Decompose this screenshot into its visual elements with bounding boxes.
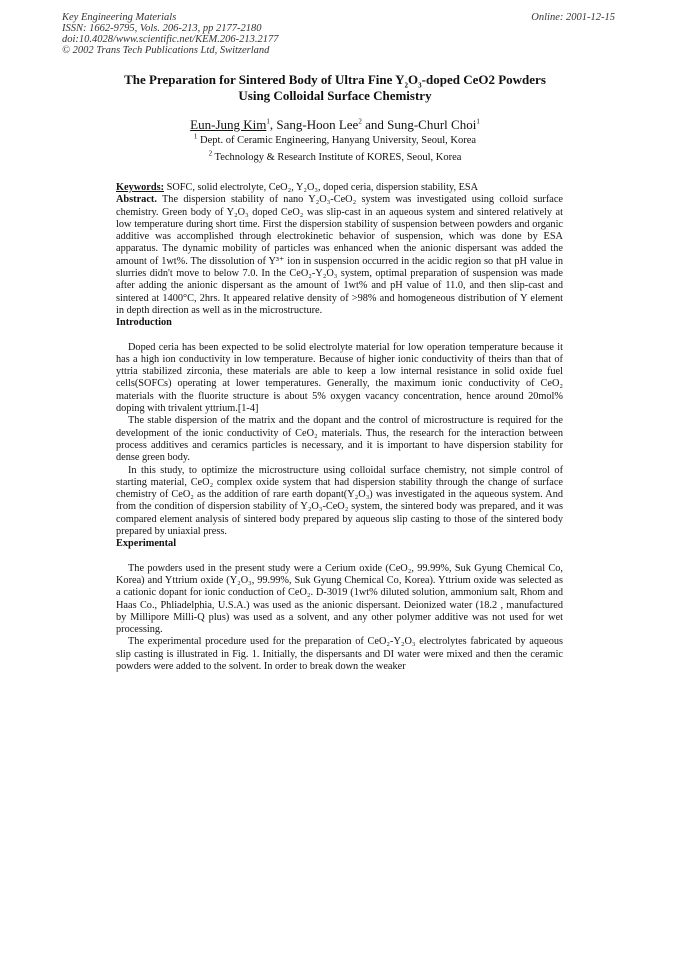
exp-paragraph-1: The powders used in the present study were a Cerium oxide (CeO₂, 99.99%, Suk Gyung Chemical Co, Korea) and Yttrium oxide (Y₂O₃, 99.99%, Suk Gyung Chemical Co, Korea). Yttrium oxide was selected as a cationic dopant for ionic conduction of CeO₂. D-3019 (1wt% diluted solution, ammonium salt, Rhom and Haas Co., Phliadelphia, U.S.A.) was used as the anionic dispersant. Deionized water (18.2 , manufactured by Millipore Milli-Q plus) was used as a solvent, and any other polymer additive was not used for wet processing. xyxy=(116,562,563,636)
introduction-heading: Introduction xyxy=(116,317,172,329)
issn-line: ISSN: 1662-9795, Vols. 206-213, pp 2177-2180 xyxy=(62,23,262,34)
journal-name: Key Engineering Materials xyxy=(62,12,177,23)
keywords-label: Keywords: xyxy=(116,182,165,193)
copyright-line: © 2002 Trans Tech Publications Ltd, Switzerland xyxy=(62,45,270,56)
intro-paragraph-2: The stable dispersion of the matrix and the dopant and the control of microstructure is required for the development of the ionic conductivity of CeO₂ materials. Thus, the research for the interaction between process additives and ceramics particles is necessary, and it is important to have dispersion stability for dense green body. xyxy=(116,415,563,464)
paper-body xyxy=(116,182,563,673)
intro-paragraph-1: Doped ceria has been expected to be solid electrolyte material for low operation temperature because it has a high ion conductivity in low temperature. Because of higher ionic conductivity of theirs than that of yttria stabilized zirconia, these materials are able to keep a low internal resistance in solid oxide fuel cells(SOFCs) operating at lower temperatures. Generally, the maximum ionic conductivity of CeO₂ materials with the fluorite structure is about 5% oxygen vacancy concentration, hence around 20mol% doping with trivalent yttrium.[1-4] xyxy=(116,341,563,415)
journal-header xyxy=(62,12,279,56)
doi-line: doi:10.4028/www.scientific.net/KEM.206-213.2177 xyxy=(62,34,279,45)
exp-paragraph-2: The experimental procedure used for the preparation of CeO₂-Y₂O₃ electrolytes fabricated by aqueous slip casting is illustrated in Fig. 1. Initially, the dispersants and DI water were mixed and then the ceramic powders were added to the solvent. In order to break down the weaker xyxy=(116,636,563,672)
author-3: and Sung-Churl Choi xyxy=(361,117,477,132)
abstract xyxy=(116,194,563,317)
keywords xyxy=(116,182,563,194)
keywords-text: SOFC, solid electrolyte, CeO₂, Y₂O₃, doped ceria, dispersion stability, ESA xyxy=(164,182,479,193)
author-list: Eun-Jung Kim$^1$, Sang-Hoon Lee$^2$ and Sung-Churl Choi$^1$ xyxy=(190,117,480,132)
abstract-text: The dispersion stability of nano Y₂O₃-CeO₂ system was investigated using colloid surface chemistry. Green body of Y₂O₃ doped CeO₂ was slip-cast in an aqueous system and sintered relatively at low temperature during short time. First the dispersion stability of suspension between powders and organic additive was accomplished through electrokinetic behavior of suspension, which was done by ESA apparatus. The dynamic mobility of particles was enhanced when the anionic dispersant was added the amount of 1wt%. The dissolution of Y³⁺ ion in suspension occurred in the acidic region so that pH value in slurries didn't move to below 7.0. In the CeO₂-Y₂O₃ system, optimal preparation of suspension was made after adding the anionic dispersant as the amount of 1wt% and pH value of 11.0, and then slip-cast and sintered at 1400°C, 2hrs. It appeared relative density of >98% and homogeneous distribution of Y element in depth direction as well as in the microstructure. xyxy=(116,194,563,316)
title-line-1: The Preparation for Sintered Body of Ultra Fine $Y_2O_3$-doped CeO2 Powders xyxy=(124,72,546,90)
intro-paragraph-3: In this study, to optimize the microstructure using colloidal surface chemistry, not simple control of starting material, CeO₂ complex oxide system that had dispersion stability through the change of surface chemistry of CeO₂ as the addition of rare earth dopant(Y₂O₃) was investigated in the aqueous system. And from the condition of dispersion stability of Y₂O₃-CeO₂ system, the sintered body was prepared, and it was compared element analysis of sintered body prepared by aqueous slip casting to those of the sintered body prepared by uniaxial press. xyxy=(116,464,563,538)
author-1: Eun-Jung Kim xyxy=(190,117,267,132)
affiliation-2: $^2$ Technology & Research Institute of KORES, Seoul, Korea xyxy=(208,149,462,163)
experimental-heading: Experimental xyxy=(116,538,177,550)
title-line-2: Using Colloidal Surface Chemistry xyxy=(238,88,432,103)
abstract-label: Abstract. xyxy=(116,194,157,206)
paper-title xyxy=(100,72,570,104)
online-date: Online: 2001-12-15 xyxy=(531,12,615,23)
author-2: , Sang-Hoon Lee xyxy=(269,117,359,132)
affiliation-1: $^1$ Dept. of Ceramic Engineering, Hanyang University, Seoul, Korea xyxy=(193,132,477,146)
